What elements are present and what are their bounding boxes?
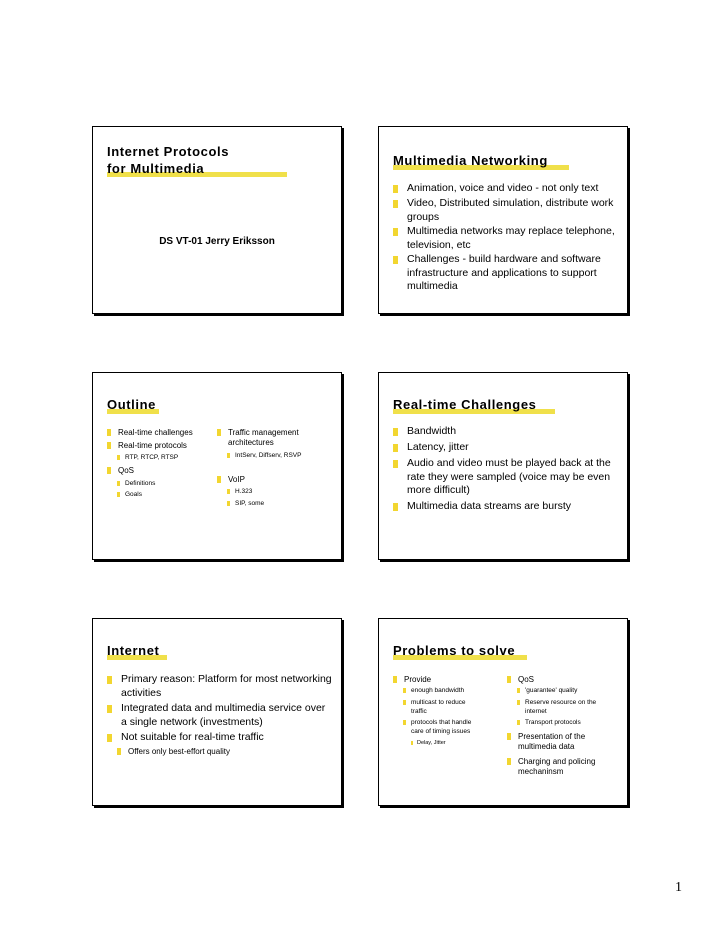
bullet-item: Not suitable for real-time traffic bbox=[107, 731, 333, 745]
slide-2 bbox=[378, 126, 628, 314]
outline-subitem: H.323 bbox=[227, 488, 325, 497]
outline-subitem: SIP, some bbox=[227, 500, 325, 509]
outline-subitem: Goals bbox=[117, 491, 215, 500]
bullet-item: Latency, jitter bbox=[393, 441, 619, 455]
slide-title: Problems to solve bbox=[393, 643, 516, 658]
bullet-item: Multimedia data streams are bursty bbox=[393, 500, 619, 514]
slide-title-line-2: for Multimedia bbox=[107, 161, 205, 176]
bullet-item: Multimedia networks may replace telephone, television, etc bbox=[393, 225, 619, 252]
outline-subitem: RTP, RTCP, RTSP bbox=[117, 454, 215, 463]
slide-title: Outline bbox=[107, 397, 156, 412]
bullet-item: Integrated data and multimedia service over a single network (investments) bbox=[107, 702, 333, 729]
problem-subitem: Transport protocols bbox=[517, 719, 617, 728]
slide-6 bbox=[378, 618, 628, 806]
bullet-item: Animation, voice and video - not only text bbox=[393, 182, 619, 196]
outline-item: VoIP bbox=[217, 475, 327, 485]
slide-title-line-1: Internet Protocols bbox=[107, 144, 230, 159]
outline-item: QoS bbox=[107, 466, 215, 476]
problem-subitem: 'guarantee' quality bbox=[517, 687, 617, 696]
problem-item: Provide bbox=[393, 675, 501, 685]
problem-subsubitem: Delay, Jitter bbox=[411, 740, 491, 747]
slide-5 bbox=[92, 618, 342, 806]
problem-item: Presentation of the multimedia data bbox=[507, 732, 607, 752]
problem-subitem: enough bandwidth bbox=[403, 687, 499, 696]
problem-item: Charging and policing mechaninsm bbox=[507, 757, 607, 777]
slide-title: Real-time Challenges bbox=[393, 397, 537, 412]
problem-subitem: multicast to reduce traffic bbox=[403, 699, 483, 716]
bullet-item: Video, Distributed simulation, distribute work groups bbox=[393, 197, 619, 224]
outline-item: Real-time challenges bbox=[107, 428, 215, 438]
bullet-item: Audio and video must be played back at the rate they were sampled (voice may be even more difficult) bbox=[393, 457, 619, 498]
outline-subitem: IntServ, Diffserv, RSVP bbox=[227, 452, 305, 461]
bullet-subitem: Offers only best-effort quality bbox=[117, 747, 327, 757]
outline-subitem: Definitions bbox=[117, 480, 215, 489]
page-number: 1 bbox=[675, 880, 682, 895]
bullet-item: Bandwidth bbox=[393, 425, 619, 439]
bullet-item: Primary reason: Platform for most networking activities bbox=[107, 673, 333, 700]
slide-3 bbox=[92, 372, 342, 560]
slide-1 bbox=[92, 126, 342, 314]
outline-item: Real-time protocols bbox=[107, 441, 215, 451]
slide-title: Multimedia Networking bbox=[393, 153, 548, 168]
slide-title: Internet bbox=[107, 643, 160, 658]
problem-subitem: Reserve resource on the internet bbox=[517, 699, 603, 716]
slide-4 bbox=[378, 372, 628, 560]
problem-item: QoS bbox=[507, 675, 619, 685]
problem-subitem: protocols that handle care of timing issues bbox=[403, 719, 485, 736]
outline-item: Traffic management architectures bbox=[217, 428, 327, 448]
bullet-item: Challenges - build hardware and software infrastructure and applications to support multimedia bbox=[393, 253, 619, 294]
author-line: DS VT-01 Jerry Eriksson bbox=[159, 236, 275, 247]
